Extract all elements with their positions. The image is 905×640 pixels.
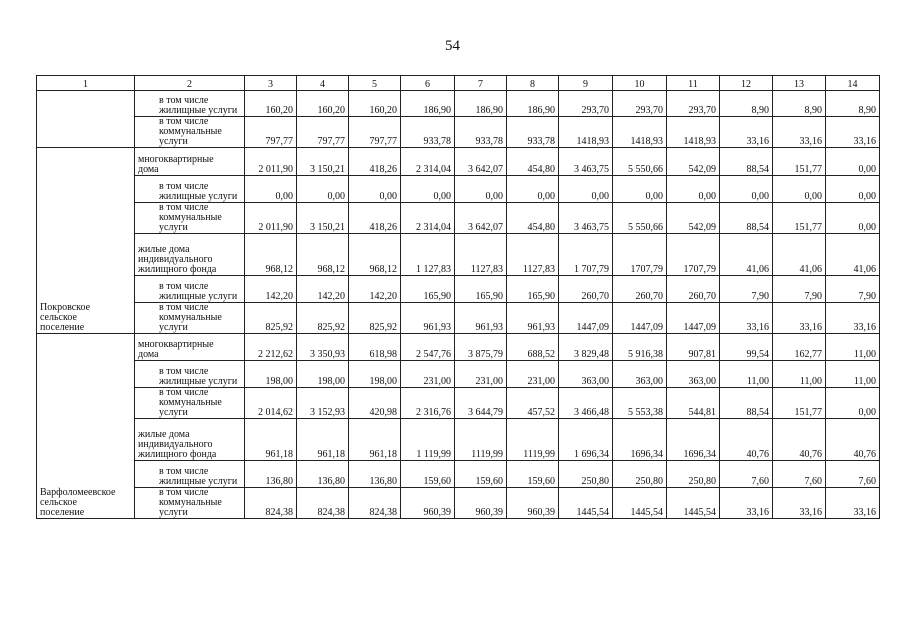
value-cell: 0,00 bbox=[826, 203, 880, 234]
value-cell: 142,20 bbox=[349, 276, 401, 303]
value-cell: 11,00 bbox=[773, 361, 826, 388]
value-cell: 825,92 bbox=[297, 303, 349, 334]
table-row bbox=[37, 361, 880, 388]
value-cell: 825,92 bbox=[245, 303, 297, 334]
value-cell: 960,39 bbox=[507, 488, 559, 519]
value-cell: 961,93 bbox=[507, 303, 559, 334]
value-cell: 198,00 bbox=[297, 361, 349, 388]
value-cell: 0,00 bbox=[297, 176, 349, 203]
column-header: 13 bbox=[773, 76, 826, 91]
value-cell: 542,09 bbox=[667, 148, 720, 176]
value-cell: 5 553,38 bbox=[613, 388, 667, 419]
column-header: 8 bbox=[507, 76, 559, 91]
value-cell: 250,80 bbox=[667, 461, 720, 488]
value-cell: 1447,09 bbox=[667, 303, 720, 334]
value-cell: 0,00 bbox=[559, 176, 613, 203]
value-cell: 907,81 bbox=[667, 334, 720, 361]
value-cell: 293,70 bbox=[613, 91, 667, 117]
value-cell: 136,80 bbox=[297, 461, 349, 488]
row-description: в том числе коммунальные услуги bbox=[135, 488, 245, 519]
table-row bbox=[37, 488, 880, 519]
value-cell: 159,60 bbox=[455, 461, 507, 488]
value-cell: 99,54 bbox=[720, 334, 773, 361]
value-cell: 3 152,93 bbox=[297, 388, 349, 419]
value-cell: 41,06 bbox=[773, 234, 826, 276]
value-cell: 824,38 bbox=[349, 488, 401, 519]
value-cell: 1445,54 bbox=[613, 488, 667, 519]
value-cell: 968,12 bbox=[349, 234, 401, 276]
value-cell: 5 916,38 bbox=[613, 334, 667, 361]
value-cell: 797,77 bbox=[297, 117, 349, 148]
value-cell: 7,60 bbox=[720, 461, 773, 488]
value-cell: 0,00 bbox=[720, 176, 773, 203]
value-cell: 3 642,07 bbox=[455, 203, 507, 234]
value-cell: 165,90 bbox=[455, 276, 507, 303]
row-description: в том числе жилищные услуги bbox=[135, 176, 245, 203]
value-cell: 198,00 bbox=[245, 361, 297, 388]
value-cell: 33,16 bbox=[826, 117, 880, 148]
value-cell: 3 350,93 bbox=[297, 334, 349, 361]
value-cell: 961,18 bbox=[297, 419, 349, 461]
value-cell: 41,06 bbox=[720, 234, 773, 276]
value-cell: 136,80 bbox=[245, 461, 297, 488]
value-cell: 5 550,66 bbox=[613, 148, 667, 176]
value-cell: 33,16 bbox=[773, 117, 826, 148]
value-cell: 159,60 bbox=[507, 461, 559, 488]
value-cell: 1447,09 bbox=[613, 303, 667, 334]
value-cell: 797,77 bbox=[349, 117, 401, 148]
value-cell: 11,00 bbox=[720, 361, 773, 388]
value-cell: 33,16 bbox=[826, 303, 880, 334]
value-cell: 960,39 bbox=[455, 488, 507, 519]
value-cell: 797,77 bbox=[245, 117, 297, 148]
value-cell: 8,90 bbox=[773, 91, 826, 117]
value-cell: 33,16 bbox=[773, 303, 826, 334]
value-cell: 418,26 bbox=[349, 148, 401, 176]
value-cell: 0,00 bbox=[455, 176, 507, 203]
value-cell: 136,80 bbox=[349, 461, 401, 488]
value-cell: 933,78 bbox=[401, 117, 455, 148]
value-cell: 88,54 bbox=[720, 148, 773, 176]
value-cell: 1447,09 bbox=[559, 303, 613, 334]
settlement-cell: Варфоломеевское сельское поселение bbox=[37, 334, 135, 519]
value-cell: 933,78 bbox=[507, 117, 559, 148]
row-description: жилые дома индивидуального жилищного фонда bbox=[135, 419, 245, 461]
value-cell: 2 316,76 bbox=[401, 388, 455, 419]
value-cell: 2 014,62 bbox=[245, 388, 297, 419]
value-cell: 1418,93 bbox=[559, 117, 613, 148]
value-cell: 160,20 bbox=[349, 91, 401, 117]
table-row bbox=[37, 203, 880, 234]
value-cell: 825,92 bbox=[349, 303, 401, 334]
value-cell: 1445,54 bbox=[559, 488, 613, 519]
value-cell: 1119,99 bbox=[507, 419, 559, 461]
table-row bbox=[37, 91, 880, 117]
value-cell: 3 463,75 bbox=[559, 203, 613, 234]
value-cell: 7,60 bbox=[773, 461, 826, 488]
value-cell: 3 463,75 bbox=[559, 148, 613, 176]
value-cell: 544,81 bbox=[667, 388, 720, 419]
table-row bbox=[37, 176, 880, 203]
value-cell: 151,77 bbox=[773, 388, 826, 419]
value-cell: 165,90 bbox=[401, 276, 455, 303]
value-cell: 1 127,83 bbox=[401, 234, 455, 276]
value-cell: 418,26 bbox=[349, 203, 401, 234]
row-description: многоквартирные дома bbox=[135, 334, 245, 361]
value-cell: 260,70 bbox=[559, 276, 613, 303]
value-cell: 824,38 bbox=[297, 488, 349, 519]
value-cell: 41,06 bbox=[826, 234, 880, 276]
value-cell: 186,90 bbox=[401, 91, 455, 117]
value-cell: 363,00 bbox=[667, 361, 720, 388]
value-cell: 2 314,04 bbox=[401, 148, 455, 176]
row-description: в том числе коммунальные услуги bbox=[135, 388, 245, 419]
value-cell: 961,18 bbox=[349, 419, 401, 461]
value-cell: 11,00 bbox=[826, 361, 880, 388]
value-cell: 2 011,90 bbox=[245, 203, 297, 234]
column-header: 9 bbox=[559, 76, 613, 91]
value-cell: 40,76 bbox=[826, 419, 880, 461]
value-cell: 960,39 bbox=[401, 488, 455, 519]
value-cell: 33,16 bbox=[826, 488, 880, 519]
value-cell: 2 212,62 bbox=[245, 334, 297, 361]
table-row bbox=[37, 117, 880, 148]
value-cell: 293,70 bbox=[667, 91, 720, 117]
header-row bbox=[37, 76, 880, 91]
value-cell: 3 466,48 bbox=[559, 388, 613, 419]
value-cell: 968,12 bbox=[245, 234, 297, 276]
table-row bbox=[37, 461, 880, 488]
value-cell: 1127,83 bbox=[455, 234, 507, 276]
value-cell: 198,00 bbox=[349, 361, 401, 388]
page-number: 54 bbox=[445, 38, 460, 54]
value-cell: 5 550,66 bbox=[613, 203, 667, 234]
value-cell: 0,00 bbox=[773, 176, 826, 203]
value-cell: 186,90 bbox=[455, 91, 507, 117]
value-cell: 688,52 bbox=[507, 334, 559, 361]
value-cell: 3 644,79 bbox=[455, 388, 507, 419]
value-cell: 3 150,21 bbox=[297, 203, 349, 234]
table-row bbox=[37, 276, 880, 303]
value-cell: 961,93 bbox=[401, 303, 455, 334]
value-cell: 2 011,90 bbox=[245, 148, 297, 176]
value-cell: 1418,93 bbox=[667, 117, 720, 148]
value-cell: 7,90 bbox=[826, 276, 880, 303]
value-cell: 0,00 bbox=[349, 176, 401, 203]
value-cell: 0,00 bbox=[826, 148, 880, 176]
value-cell: 160,20 bbox=[297, 91, 349, 117]
value-cell: 250,80 bbox=[613, 461, 667, 488]
value-cell: 160,20 bbox=[245, 91, 297, 117]
value-cell: 40,76 bbox=[720, 419, 773, 461]
value-cell: 933,78 bbox=[455, 117, 507, 148]
value-cell: 454,80 bbox=[507, 203, 559, 234]
value-cell: 3 829,48 bbox=[559, 334, 613, 361]
value-cell: 1127,83 bbox=[507, 234, 559, 276]
value-cell: 363,00 bbox=[559, 361, 613, 388]
value-cell: 142,20 bbox=[245, 276, 297, 303]
column-header: 11 bbox=[667, 76, 720, 91]
value-cell: 1707,79 bbox=[613, 234, 667, 276]
value-cell: 142,20 bbox=[297, 276, 349, 303]
row-description: в том числе жилищные услуги bbox=[135, 361, 245, 388]
value-cell: 1 696,34 bbox=[559, 419, 613, 461]
row-description: в том числе жилищные услуги bbox=[135, 461, 245, 488]
table-row bbox=[37, 303, 880, 334]
row-description: в том числе коммунальные услуги bbox=[135, 117, 245, 148]
value-cell: 33,16 bbox=[720, 488, 773, 519]
tariff-table bbox=[36, 75, 880, 519]
value-cell: 260,70 bbox=[613, 276, 667, 303]
value-cell: 1418,93 bbox=[613, 117, 667, 148]
value-cell: 0,00 bbox=[507, 176, 559, 203]
value-cell: 293,70 bbox=[559, 91, 613, 117]
value-cell: 3 642,07 bbox=[455, 148, 507, 176]
value-cell: 33,16 bbox=[773, 488, 826, 519]
value-cell: 1 707,79 bbox=[559, 234, 613, 276]
value-cell: 11,00 bbox=[826, 334, 880, 361]
row-description: в том числе жилищные услуги bbox=[135, 276, 245, 303]
column-header: 12 bbox=[720, 76, 773, 91]
value-cell: 162,77 bbox=[773, 334, 826, 361]
column-header: 7 bbox=[455, 76, 507, 91]
value-cell: 88,54 bbox=[720, 388, 773, 419]
value-cell: 961,93 bbox=[455, 303, 507, 334]
value-cell: 8,90 bbox=[720, 91, 773, 117]
row-description: в том числе жилищные услуги bbox=[135, 91, 245, 117]
value-cell: 151,77 bbox=[773, 148, 826, 176]
value-cell: 454,80 bbox=[507, 148, 559, 176]
value-cell: 165,90 bbox=[507, 276, 559, 303]
value-cell: 0,00 bbox=[667, 176, 720, 203]
value-cell: 3 875,79 bbox=[455, 334, 507, 361]
settlement-cell bbox=[37, 91, 135, 148]
value-cell: 231,00 bbox=[507, 361, 559, 388]
value-cell: 542,09 bbox=[667, 203, 720, 234]
value-cell: 33,16 bbox=[720, 303, 773, 334]
value-cell: 7,90 bbox=[773, 276, 826, 303]
value-cell: 1696,34 bbox=[667, 419, 720, 461]
value-cell: 363,00 bbox=[613, 361, 667, 388]
value-cell: 40,76 bbox=[773, 419, 826, 461]
value-cell: 151,77 bbox=[773, 203, 826, 234]
value-cell: 618,98 bbox=[349, 334, 401, 361]
row-description: в том числе коммунальные услуги bbox=[135, 203, 245, 234]
value-cell: 231,00 bbox=[455, 361, 507, 388]
value-cell: 186,90 bbox=[507, 91, 559, 117]
value-cell: 0,00 bbox=[613, 176, 667, 203]
table-row bbox=[37, 334, 880, 361]
value-cell: 0,00 bbox=[826, 388, 880, 419]
value-cell: 824,38 bbox=[245, 488, 297, 519]
value-cell: 159,60 bbox=[401, 461, 455, 488]
column-header: 14 bbox=[826, 76, 880, 91]
column-header: 5 bbox=[349, 76, 401, 91]
value-cell: 1696,34 bbox=[613, 419, 667, 461]
value-cell: 7,90 bbox=[720, 276, 773, 303]
settlement-cell: Покровское сельское поселение bbox=[37, 148, 135, 334]
value-cell: 420,98 bbox=[349, 388, 401, 419]
value-cell: 0,00 bbox=[245, 176, 297, 203]
column-header: 2 bbox=[135, 76, 245, 91]
value-cell: 1119,99 bbox=[455, 419, 507, 461]
column-header: 10 bbox=[613, 76, 667, 91]
value-cell: 231,00 bbox=[401, 361, 455, 388]
value-cell: 7,60 bbox=[826, 461, 880, 488]
value-cell: 2 314,04 bbox=[401, 203, 455, 234]
table-row bbox=[37, 419, 880, 461]
value-cell: 1 119,99 bbox=[401, 419, 455, 461]
column-header: 6 bbox=[401, 76, 455, 91]
value-cell: 8,90 bbox=[826, 91, 880, 117]
value-cell: 1707,79 bbox=[667, 234, 720, 276]
value-cell: 0,00 bbox=[826, 176, 880, 203]
row-description: в том числе коммунальные услуги bbox=[135, 303, 245, 334]
table-row bbox=[37, 388, 880, 419]
table-row bbox=[37, 148, 880, 176]
column-header: 4 bbox=[297, 76, 349, 91]
value-cell: 1445,54 bbox=[667, 488, 720, 519]
row-description: многоквартирные дома bbox=[135, 148, 245, 176]
value-cell: 961,18 bbox=[245, 419, 297, 461]
table-row bbox=[37, 234, 880, 276]
column-header: 3 bbox=[245, 76, 297, 91]
column-header: 1 bbox=[37, 76, 135, 91]
value-cell: 88,54 bbox=[720, 203, 773, 234]
value-cell: 2 547,76 bbox=[401, 334, 455, 361]
value-cell: 33,16 bbox=[720, 117, 773, 148]
value-cell: 457,52 bbox=[507, 388, 559, 419]
row-description: жилые дома индивидуального жилищного фонда bbox=[135, 234, 245, 276]
value-cell: 260,70 bbox=[667, 276, 720, 303]
value-cell: 968,12 bbox=[297, 234, 349, 276]
value-cell: 250,80 bbox=[559, 461, 613, 488]
value-cell: 0,00 bbox=[401, 176, 455, 203]
value-cell: 3 150,21 bbox=[297, 148, 349, 176]
